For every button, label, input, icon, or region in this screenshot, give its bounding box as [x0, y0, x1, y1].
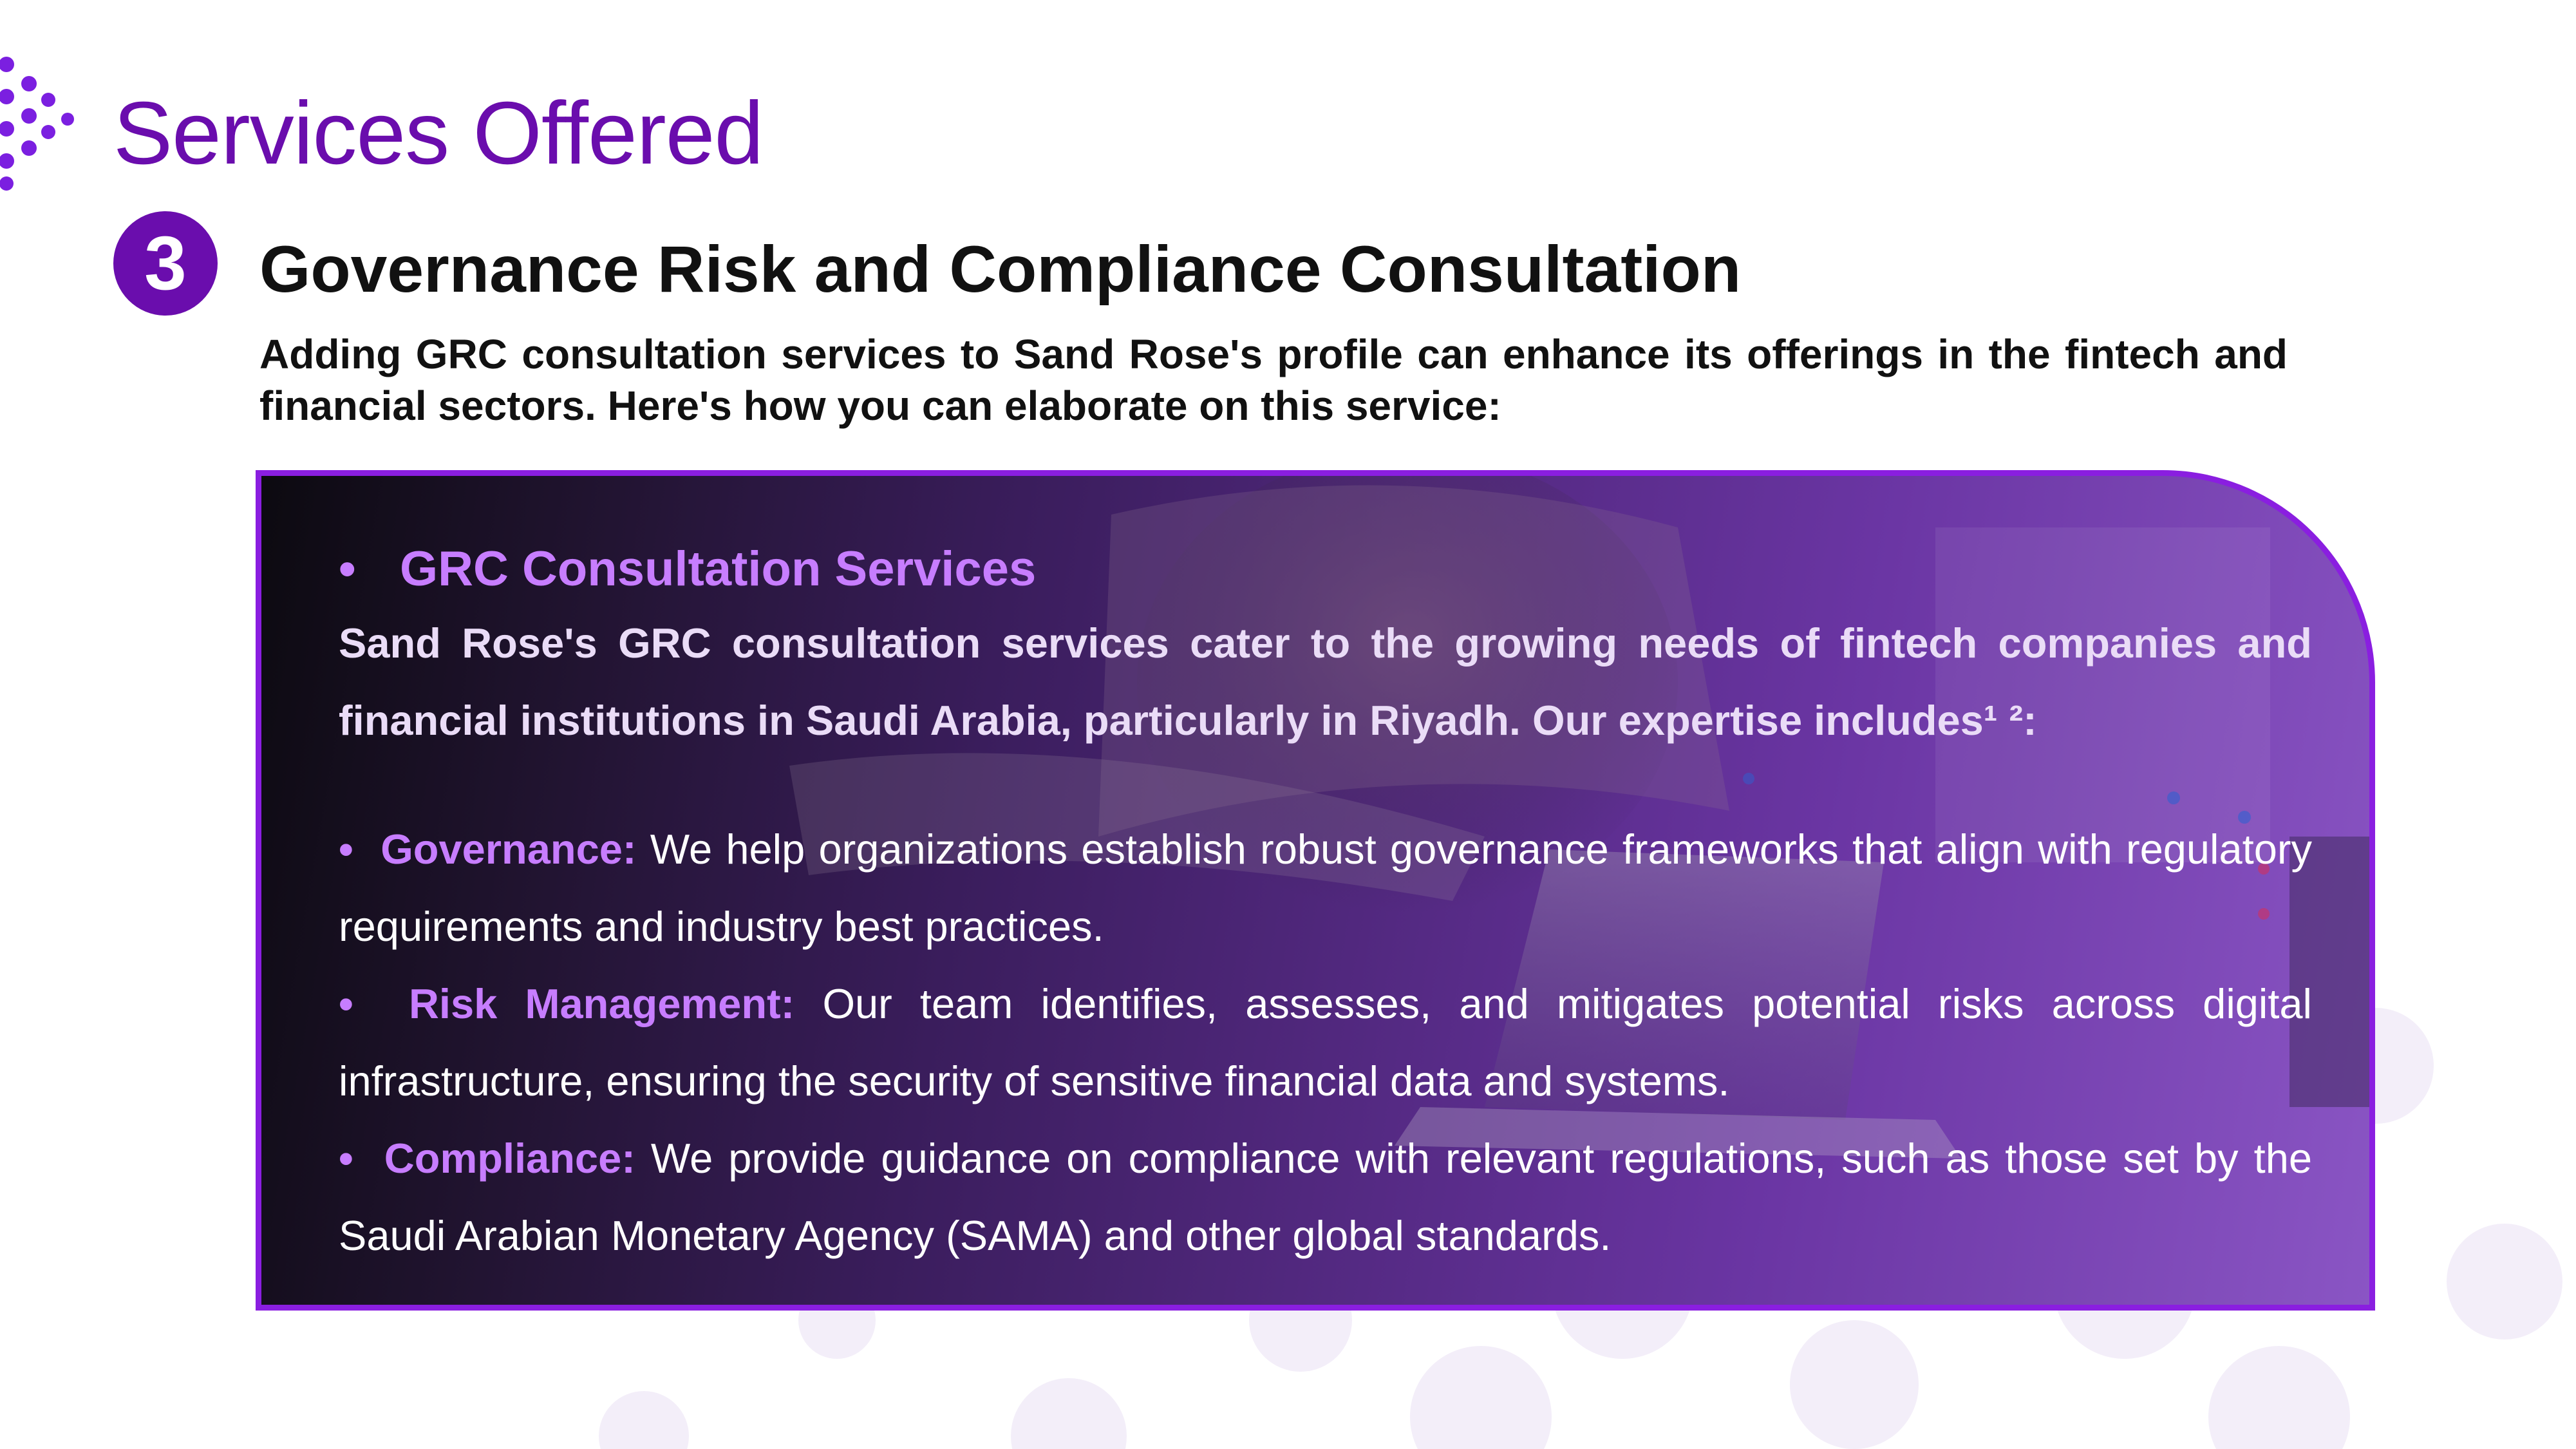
list-item-governance — [339, 811, 2312, 965]
panel-heading — [339, 534, 2312, 605]
panel-lead-paragraph: Sand Rose's GRC consultation services cater to the growing needs of fintech companies and financial institutions in Saudi Arabia, particularly in Riyadh. Our expertise includes¹ ²: — [339, 620, 2312, 744]
bullet-icon: • — [339, 980, 353, 1027]
item-label: Compliance: — [384, 1135, 635, 1182]
panel-content — [339, 534, 2312, 1274]
bullet-icon: • — [339, 1135, 353, 1182]
section-number-badge: 3 — [113, 211, 218, 316]
grc-services-panel — [256, 470, 2375, 1311]
list-item-compliance — [339, 1120, 2312, 1274]
item-text: Our team identifies, assesses, and mitigates potential risks across digital infrastructure, ensuring the security of sensitive financial data and systems. — [339, 980, 2312, 1104]
section-title: Governance Risk and Compliance Consultation — [259, 232, 1742, 306]
bullet-icon: • — [339, 826, 353, 873]
bullet-icon: • — [339, 542, 356, 596]
page-title: Services Offered — [113, 84, 764, 183]
intro-paragraph: Adding GRC consultation services to Sand Rose's profile can enhance its offerings in the fintech and financial sectors. Here's how you can elaborate on this service: — [259, 331, 2288, 429]
item-label: Risk Management: — [408, 980, 795, 1027]
panel-heading-text: GRC Consultation Services — [400, 542, 1037, 596]
item-text: We provide guidance on compliance with relevant regulations, such as those set by the Saudi Arabian Monetary Agency (SAMA) and other global standards. — [339, 1135, 2312, 1259]
list-item-risk-management — [339, 965, 2312, 1120]
item-text: We help organizations establish robust governance frameworks that align with regulatory requirements and industry best practices. — [339, 826, 2312, 950]
brand-dots-logo-icon — [0, 45, 84, 193]
item-label: Governance: — [381, 826, 637, 873]
